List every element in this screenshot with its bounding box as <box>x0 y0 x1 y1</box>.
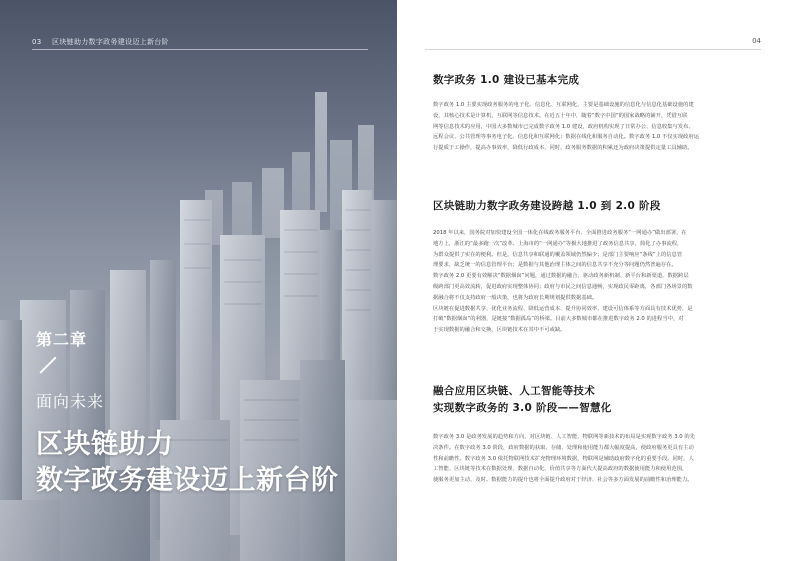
section-1-title-line: 数字政务 1.0 建设已基本完成 <box>433 74 580 86</box>
body-line: 行提质于工操作，提高办事效率，降低行政成本，同时，政务服务数据的积累还为政府决策提供定量工具辅助。 <box>433 145 693 152</box>
section-3-title <box>433 383 612 417</box>
header-rule-left <box>32 49 368 50</box>
chapter-title-line-1: 区块链助力 <box>36 429 174 460</box>
body-line: 地方上，浙江的“最多跑一次”改革、上海市的“一网通办”等极大地推进了政务信息共享，简化了办事流程， <box>433 240 683 247</box>
section-1-body <box>433 100 763 154</box>
body-line: 数字政务 3.0 是政务发展的趋势和方向，对区块链、人工智能、物联网等新技术的布局是实现数字政务 3.0 的先 <box>433 434 695 440</box>
body-line: 网等信息技术的应用，中国大多数城市已完成数字政务 1.0 建设，政府机构实现了日常办公、信息收集与发布、 <box>433 123 694 130</box>
body-line: 数字政务 1.0 主要实现政务服务的电子化、信息化、互联网化，主要是基础设施的信息化与信息化基础设施的建 <box>433 102 694 108</box>
body-line: 打破“数据烟囱”的利器，是链接“数据孤岛”的桥梁。目前大多数城市都在推进数字政务 2.0 的进程当中，对 <box>433 316 684 323</box>
body-line: 区块链在促进数据共享、优化业务流程、降低运营成本、提升协同效率、建设可信体系等方面具有技术优势，是 <box>433 305 693 312</box>
section-3-title-line-1: 融合应用区块链、人工智能等技术 <box>433 385 595 397</box>
body-line: 级跨部门更高效流转，促进政府实现整体协同；政府与市民之间信息通畅，实现政民零距离，各部门各场景的数 <box>433 283 693 290</box>
body-line: 性和前瞻性。数字政务 3.0 依托物联网技术扩充物理环境数据，物联网是辅助政府数字化的重要手段。同时，人 <box>433 455 694 462</box>
running-header-left <box>32 37 169 47</box>
body-line: 为群众提供了实在的便利。但是，信息共享和联通的覆盖领域仍然偏少；是部门主要响应“条线”上的信息管 <box>433 251 683 258</box>
body-line: 于实现数据的融合和交换，区块链技术在其中不可或缺。 <box>433 327 566 334</box>
header-rule-right <box>425 49 761 50</box>
chapter-title-line-2: 数字政务建设迈上新台阶 <box>36 465 339 496</box>
chapter-subtitle: 面向未来 <box>36 392 105 411</box>
body-line: 远程会议、公共管理等事务电子化、信息化和互联网化；数据在线化和服务自动化。数字政务 1.0 不仅实现政府运 <box>433 134 700 141</box>
body-line: 据融合将不仅支持政府一般决策，也将为政府长期规划提供数据基础。 <box>433 294 598 301</box>
section-1-title <box>433 72 579 89</box>
section-3-title-line-2: 实现数字政务的 3.0 阶段——智慧化 <box>433 402 612 414</box>
chapter-number: 第二章 <box>36 330 88 349</box>
body-line: 决条件。在数字政务 3.0 阶段，政府数据的获取、存储、处理和使用能力都大幅度提高，使政府服务更具有主动 <box>433 444 694 451</box>
section-2-title <box>433 198 661 215</box>
section-3-body <box>433 432 763 486</box>
section-2-body <box>433 228 763 336</box>
section-2-title-line: 区块链助力数字政务建设跨越 1.0 到 2.0 阶段 <box>433 200 661 212</box>
right-page <box>397 0 793 561</box>
body-line: 理要求，缺乏统一的信息管理平台；是数据与其他治理主体之间的信息共享不充分等问题仍然普遍存在。 <box>433 262 677 269</box>
body-line: 数字政务 2.0 更要有效解决“数据烟囱”问题，通过数据的融合，驱动政务新机制、新平台和新渠道，数据跨层 <box>433 273 689 280</box>
left-header-title: 区块链助力数字政务建设迈上新台阶 <box>52 38 169 46</box>
body-line: 2018 年以来，国务院对加快建设全国一体化在线政务服务平台、全面推进政务服务“一网通办”做出部署，在 <box>433 230 687 236</box>
left-page-number: 03 <box>32 38 42 46</box>
body-line: 设，其核心技术是计算机、互联网等信息技术。在近五十年中，随着“数字中国”的国家战略的铺开，凭借互联 <box>433 112 688 119</box>
body-line: 工智能、区块链等技术在数据处理、数据自动化、价值共享等方面代大提高政府的数据使用能力和使用范围， <box>433 466 688 473</box>
body-line: 使服务更加主动、及时。数据能力的提升也将全面提升政府对于经济、社会等多方面发展的前瞻性和治理能力。 <box>433 477 693 484</box>
right-page-number: 04 <box>752 37 761 45</box>
